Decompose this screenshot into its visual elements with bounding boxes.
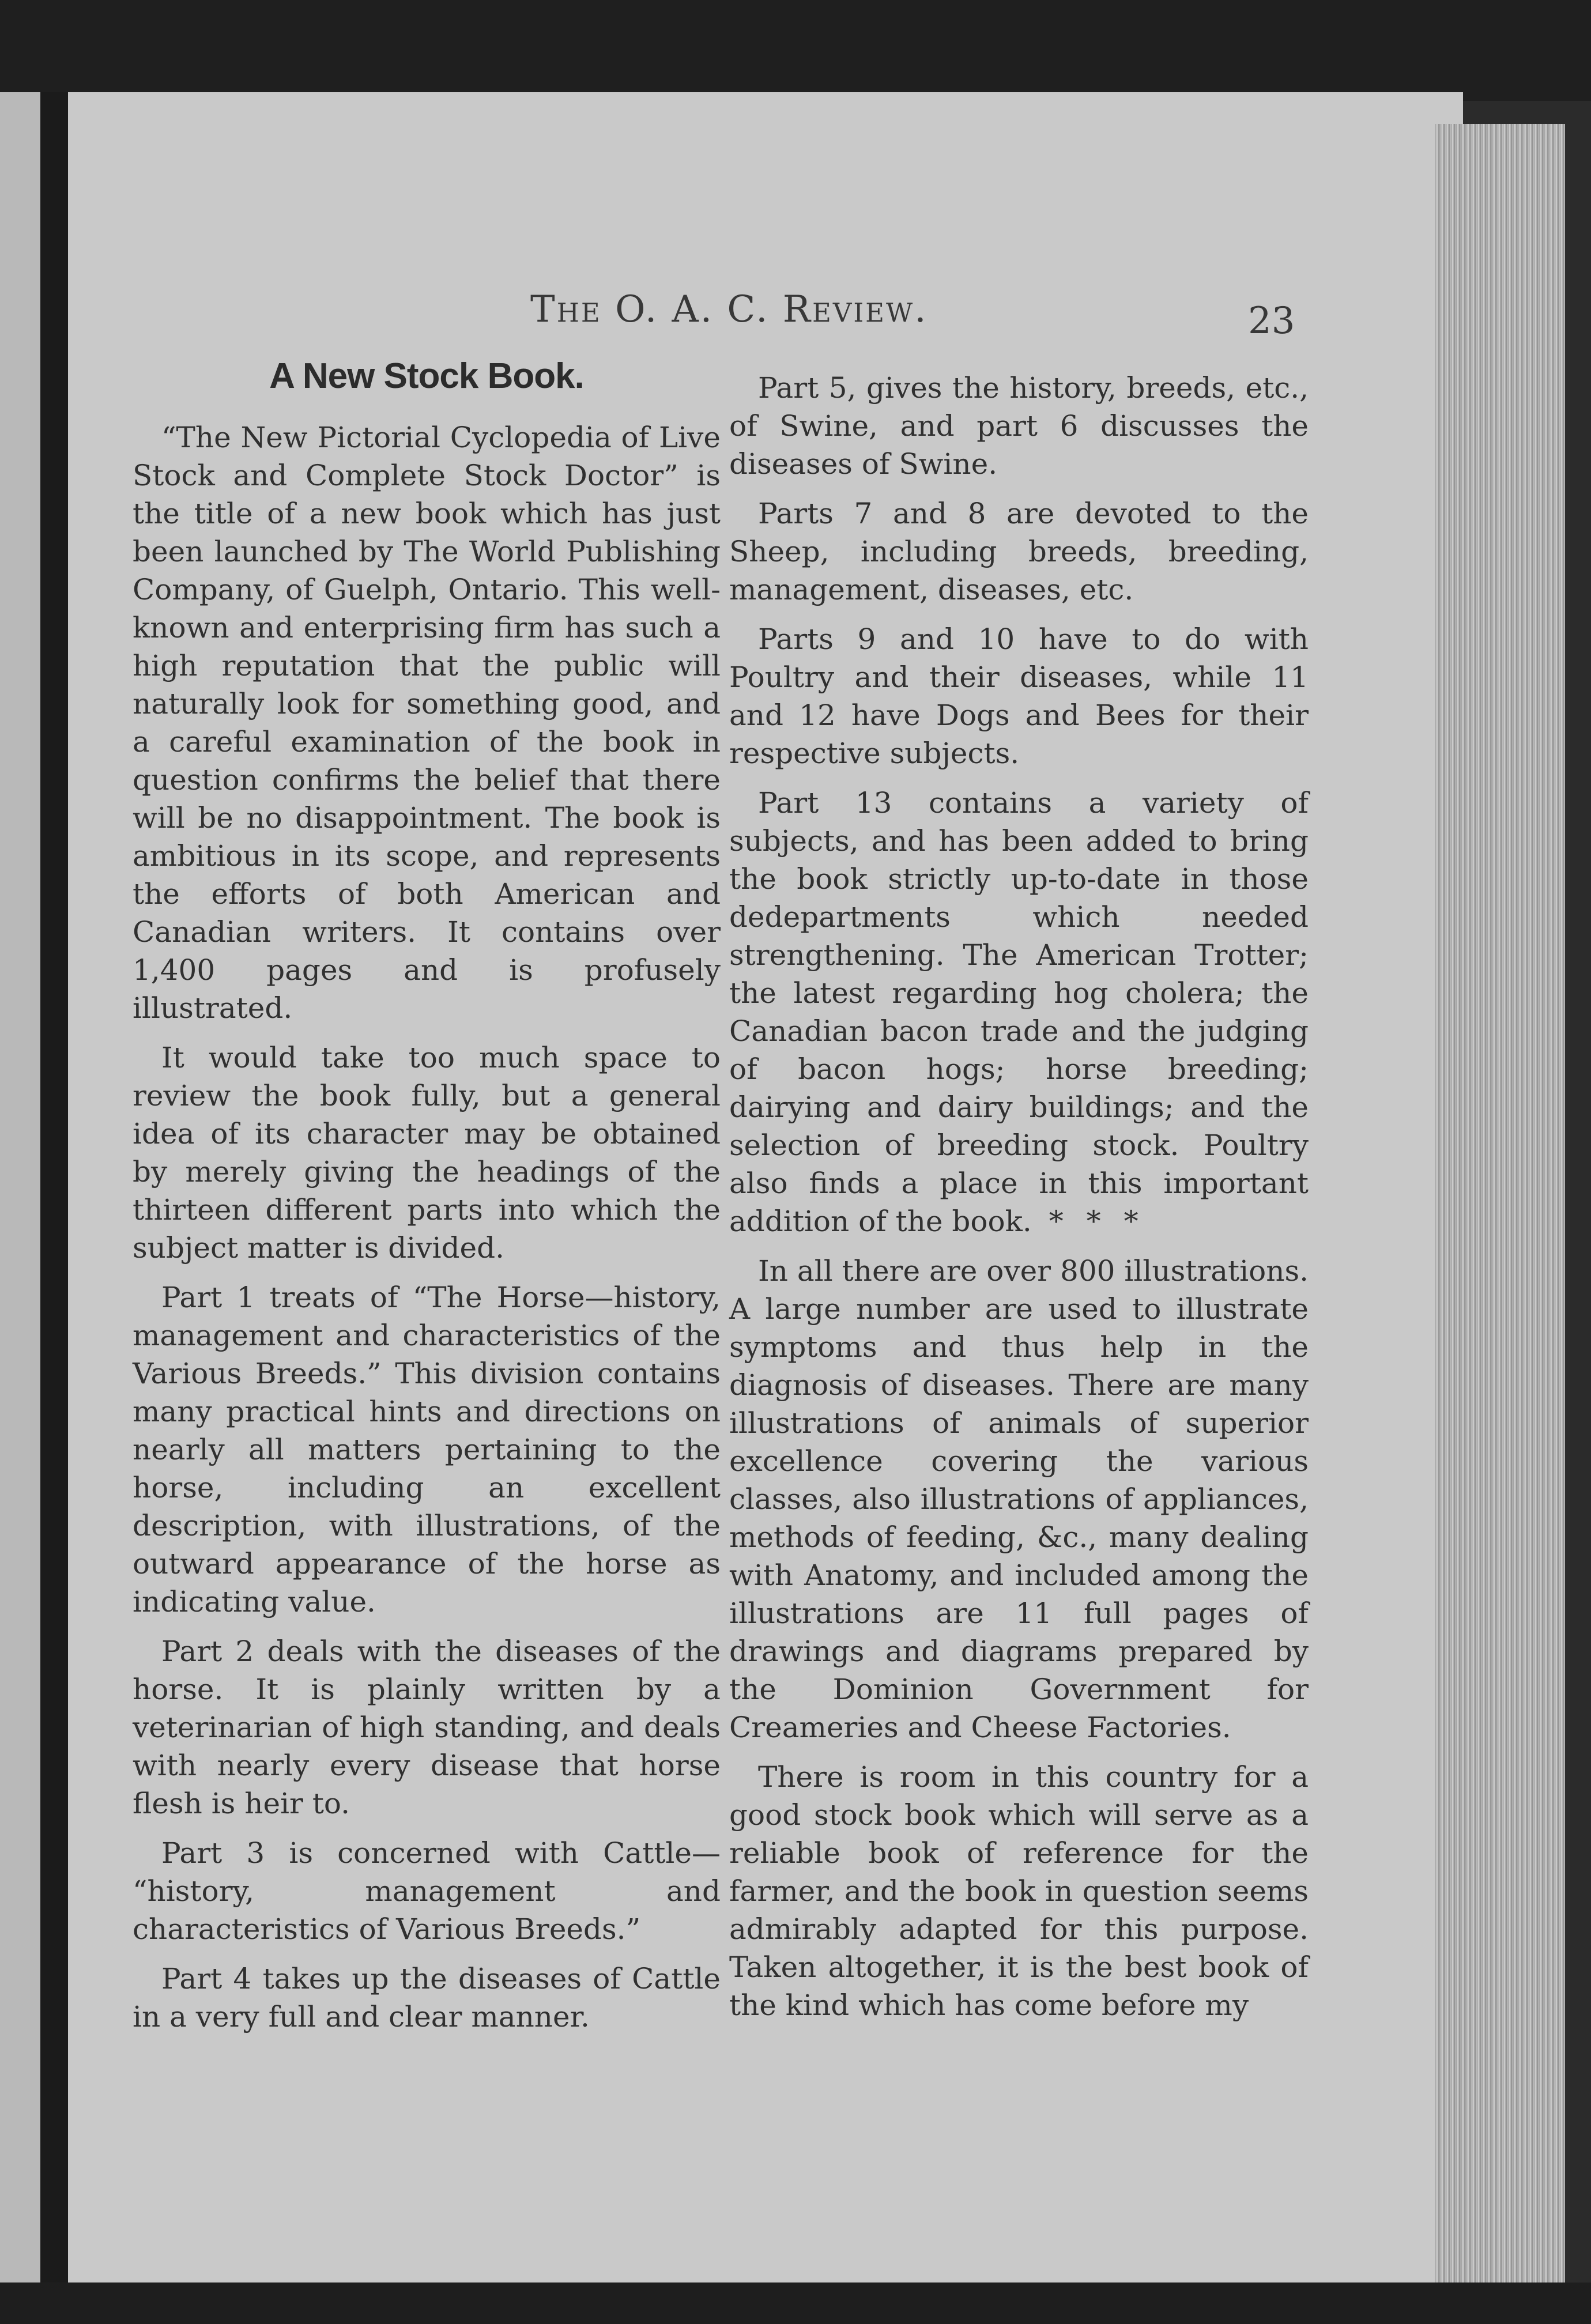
running-header: The O. A. C. Review. (530, 288, 928, 331)
article-title: A New Stock Book. (269, 356, 584, 396)
right-column (729, 369, 1309, 2036)
paragraph: “The New Pictorial Cyclopedia of Live Stock and Complete Stock Doctor” is the title of a new book which has just been launched by The World Publishing Company, of Guelph, Ontario. This well-known and enterprising firm has such a high reputation that the public will naturally look for something good, and a careful examination of the book in question confirms the belief that there will be no disappointment. The book is ambitious in its scope, and represents the efforts of both American and Canadian writers. It contains over 1,400 pages and is profusely illustrated. (133, 421, 721, 1025)
paragraph: Part 4 takes up the diseases of Cattle in a very full and clear manner. (133, 1962, 721, 2033)
page-number: 23 (1248, 300, 1295, 342)
section-mark: * * * (1049, 1205, 1145, 1238)
paragraph-with-mark (729, 784, 1309, 1240)
paragraph: Part 3 is concerned with Cattle— “history, management and characteristics of Various Breeds.” (133, 1836, 721, 1946)
paragraph-text: Part 13 contains a variety of subjects, and has been added to bring the book strictly up-to-date in those dedepartments which needed strengthening. The American Trotter; the latest regarding hog cholera; the Canadian bacon trade and the judging of bacon hogs; horse breeding; dairying and dairy buildings; and the selection of breeding stock. Poultry also finds a place in this important addition of the book. (729, 786, 1309, 1238)
scan-background-bottom (0, 2282, 1591, 2324)
paragraph: In all there are over 800 illustrations. A large number are used to illustrate symptoms and thus help in the diagnosis of diseases. There are many illustrations of animals of superior excellence covering the various classes, also illustrations of appliances, methods of feeding, &c., many dealing with Anatomy, and included among the illustrations are 11 full pages of drawings and diagrams prepared by the Dominion Government for Creameries and Cheese Factories. (729, 1254, 1309, 1744)
paragraph: Part 1 treats of “The Horse—history, management and characteristics of the Various Breeds.” This division contains many practical hints and directions on nearly all matters pertaining to the horse, including an excellent description, with illustrations, of the outward appearance of the horse as indicating value. (133, 1281, 721, 1618)
paragraph: There is room in this country for a good stock book which will serve as a reliable book of reference for the farmer, and the book in question seems admirably adapted for this purpose. Taken altogether, it is the best book of the kind which has come before my (729, 1760, 1309, 2022)
paragraph: Parts 7 and 8 are devoted to the Sheep, including breeds, breeding, management, diseases, etc. (729, 497, 1309, 606)
paragraph: Part 2 deals with the diseases of the horse. It is plainly written by a veterinarian of high standing, and deals with nearly every disease that horse flesh is heir to. (133, 1635, 721, 1820)
paragraph: Part 5, gives the history, breeds, etc., of Swine, and part 6 discusses the diseases of Swine. (729, 371, 1309, 481)
paragraph: Parts 9 and 10 have to do with Poultry and their diseases, while 11 and 12 have Dogs and Bees for their respective subjects. (729, 622, 1309, 770)
scan-background-top (0, 0, 1591, 101)
paragraph: It would take too much space to review the book fully, but a general idea of its character may be obtained by merely giving the headings of the thirteen different parts into which the subject matter is divided. (133, 1041, 721, 1265)
left-column (133, 357, 721, 2047)
page-block-edge (1435, 124, 1565, 2282)
facing-page-edge (0, 92, 40, 2282)
